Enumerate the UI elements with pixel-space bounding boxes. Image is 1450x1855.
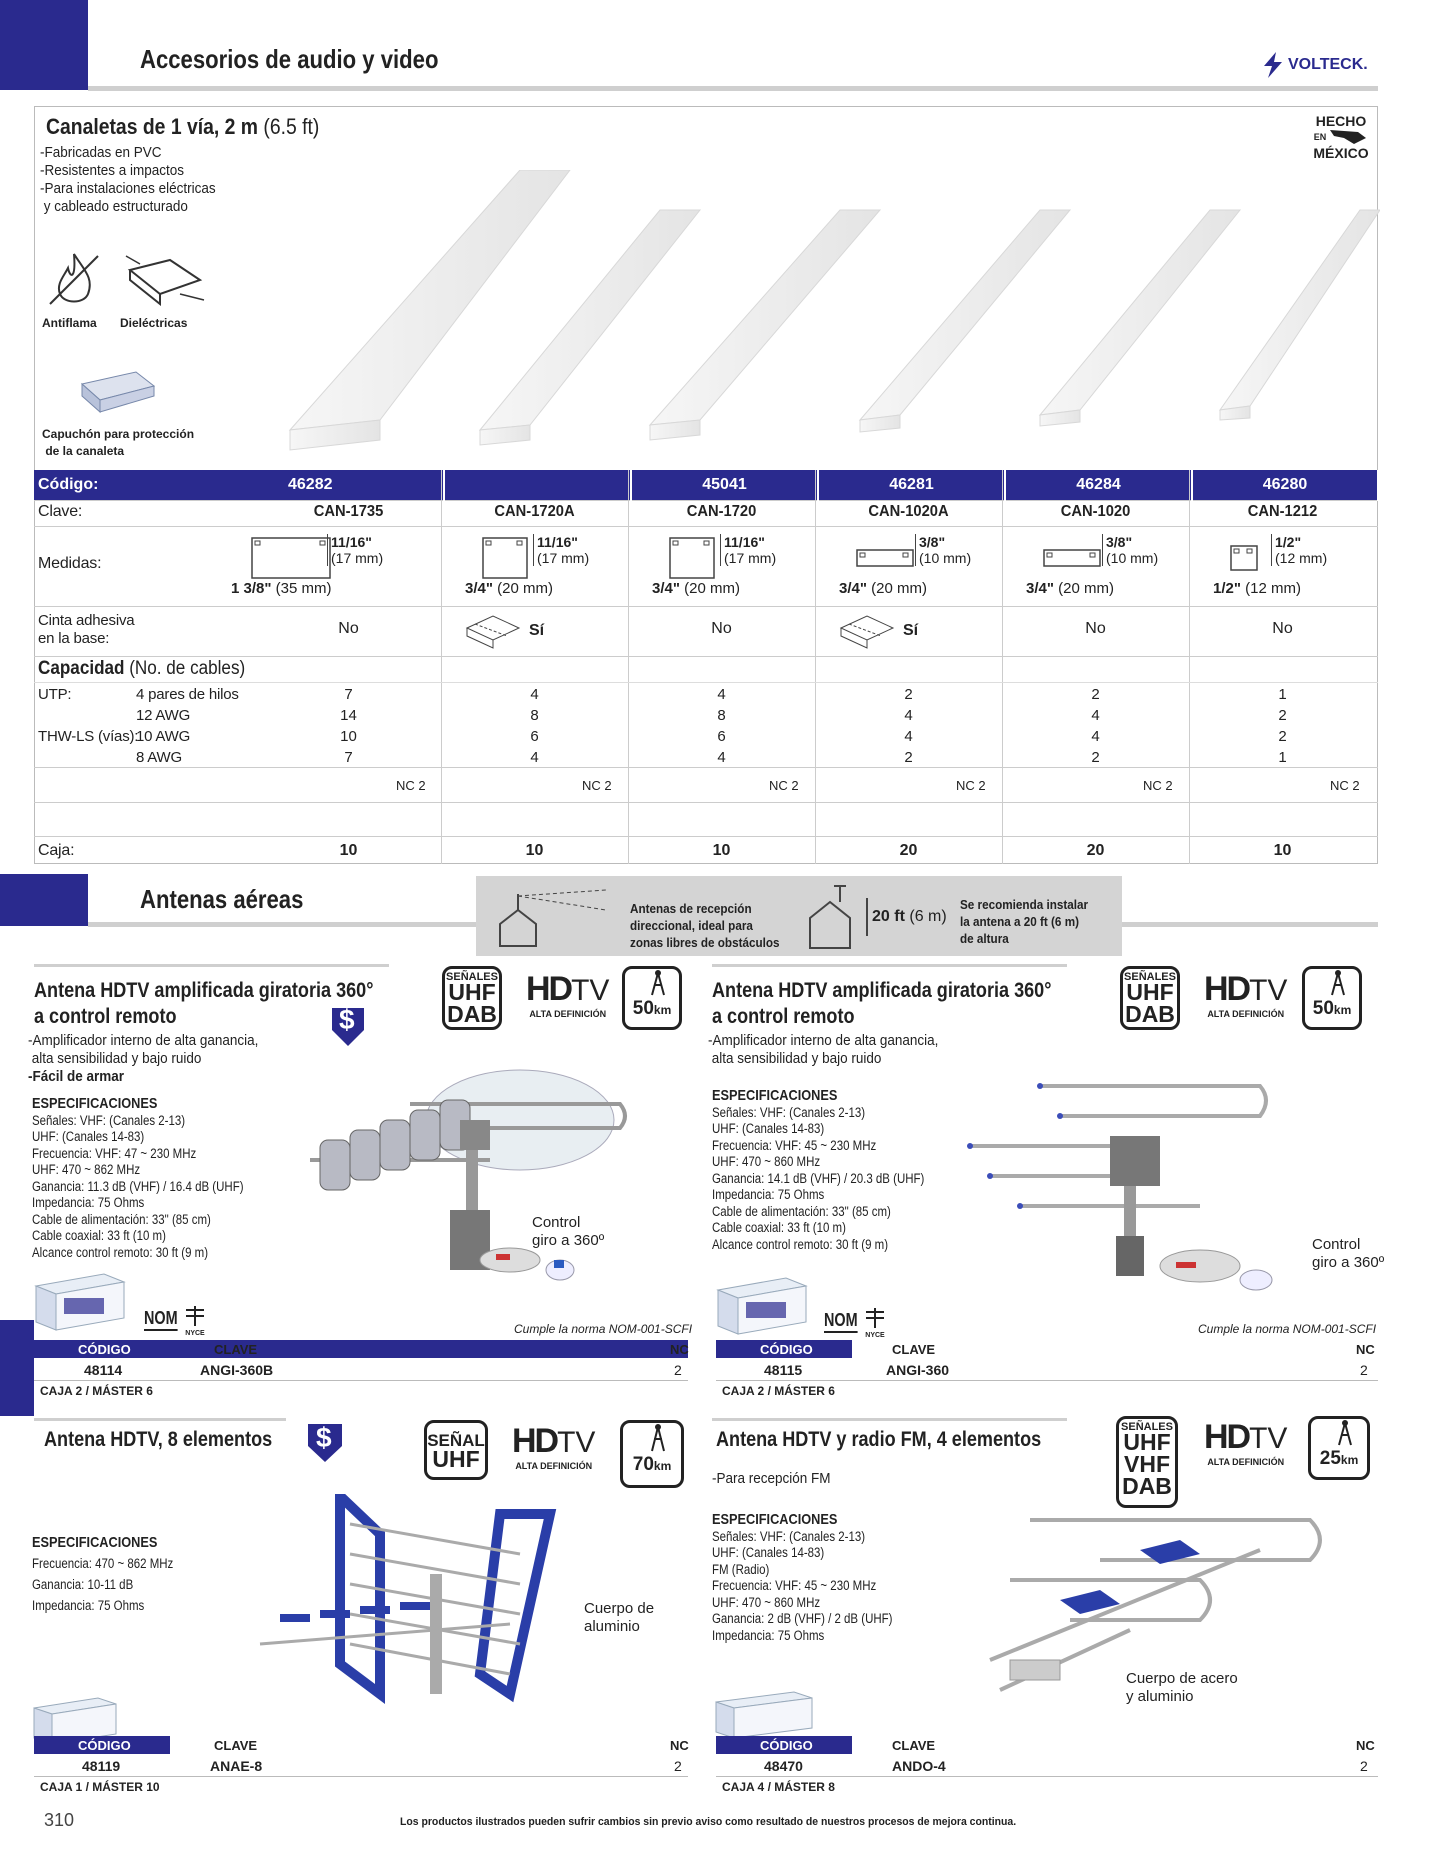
p1-bar-clave: CLAVE xyxy=(214,1342,258,1357)
sub-label: 4 pares de hilos xyxy=(136,686,239,703)
codigo-cell: 45041 xyxy=(631,470,818,500)
p1-row-codigo: 48114 xyxy=(84,1362,123,1378)
p2-hd-badge: HDTV ALTA DEFINICIÓN xyxy=(1204,970,1288,1019)
capacity-cell: 4 xyxy=(717,686,726,703)
capacity-cell: 8 xyxy=(717,707,726,724)
col-sep xyxy=(628,470,629,864)
canaletas-bullets: -Fabricadas en PVC -Resistentes a impactos -Para instalaciones eléctricas y cableado estructurado xyxy=(40,144,216,215)
duct-section-icon xyxy=(1042,548,1102,568)
caja-cell: 10 xyxy=(712,842,731,859)
width-dim: 3/4" (20 mm) xyxy=(839,580,927,597)
caja-cell: 20 xyxy=(1086,842,1105,859)
canaletas-table: Código: 45041 46281 46284 46280 46279 xyxy=(34,470,1378,501)
capacity-cell: 4 xyxy=(1091,707,1100,724)
caja-cell: 10 xyxy=(525,842,544,859)
duct-section-icon xyxy=(668,536,716,580)
p1-specs: ESPECIFICACIONES Señales: VHF: (Canales 2-13) UHF: (Canales 14-83) Frecuencia: VHF: 47 ~ 230 MHz UHF: 470 ~ 862 MHz Ganancia: 11.3 dB (VHF) / 16.4 dB (UHF) Impedancia: 75 Ohms Cable de alimentación: 33" (85 cm) Cable coaxial: 33 ft (10 m) Alcance control remoto: 30 ft (9 m) xyxy=(32,1095,244,1260)
p2-title: Antena HDTV amplificada giratoria 360° a control remoto xyxy=(712,979,1052,1028)
p1-nom-logo: NOM xyxy=(144,1308,178,1331)
p2-row-line xyxy=(716,1380,1378,1381)
capacity-cell: 1 xyxy=(1278,686,1287,703)
row-sep xyxy=(34,767,1378,768)
antenas-tab xyxy=(0,874,88,926)
capacity-cell: 2 xyxy=(1091,749,1100,766)
side-accent xyxy=(0,1320,34,1416)
codigo-cell: 46280 xyxy=(1192,470,1378,500)
p3-row-codigo: 48119 xyxy=(82,1758,121,1774)
cinta-label: Cinta adhesiva en la base: xyxy=(38,612,135,647)
header-tab xyxy=(0,0,88,90)
capacity-cell: 4 xyxy=(904,728,913,745)
p2-row-nc: 2 xyxy=(1360,1362,1368,1378)
tower-icon xyxy=(632,969,672,997)
p4-signal-badge: SEÑALES UHF VHF DAB xyxy=(1116,1416,1178,1508)
nyce-icon xyxy=(862,1308,888,1330)
p3-antenna-image xyxy=(230,1494,570,1704)
p1-row-clave: ANGI-360B xyxy=(200,1362,274,1378)
p2-bar-codigo: CÓDIGO xyxy=(760,1342,813,1357)
col-sep xyxy=(441,470,442,864)
nc-cell: NC 2 xyxy=(1330,778,1360,793)
col-sep xyxy=(1002,470,1003,864)
p2-row-clave: ANGI-360 xyxy=(886,1362,950,1378)
p3-specs: ESPECIFICACIONES Frecuencia: 470 ~ 862 MHz Ganancia: 10-11 dB Impedancia: 75 Ohms xyxy=(32,1534,174,1613)
p2-antenna-image xyxy=(960,1076,1280,1296)
volteck-bolt-icon xyxy=(1262,52,1284,78)
capacity-cell: 7 xyxy=(344,749,353,766)
duct-section-icon xyxy=(250,536,332,580)
antiflama-icon xyxy=(44,250,104,310)
width-dim: 3/4" (20 mm) xyxy=(465,580,553,597)
p3-bar-codigo: CÓDIGO xyxy=(78,1738,131,1753)
p4-title: Antena HDTV y radio FM, 4 elementos xyxy=(716,1428,1042,1451)
width-dim: 1/2" (12 mm) xyxy=(1213,580,1301,597)
sub-label: 12 AWG xyxy=(136,707,191,724)
info1: Antenas de recepción direccional, ideal para zonas libres de obstáculos xyxy=(630,901,780,950)
nc-cell: NC 2 xyxy=(1143,778,1173,793)
house-signal-icon xyxy=(496,884,616,950)
p4-range-badge: 25km xyxy=(1308,1416,1370,1480)
cinta-cell: Sí xyxy=(529,622,545,639)
nyce-icon xyxy=(182,1306,208,1328)
clave-label: Clave: xyxy=(38,503,83,520)
p3-range-badge: 70km xyxy=(620,1420,684,1488)
p1-hd-badge: HDTV ALTA DEFINICIÓN xyxy=(526,970,610,1019)
p1-dollar: $ xyxy=(339,1004,355,1035)
p1-title: Antena HDTV amplificada giratoria 360° a control remoto xyxy=(34,979,374,1028)
footer-note: Los productos ilustrados pueden sufrir cambios sin previo aviso como resultado de nuestros procesos de mejora continua. xyxy=(400,1816,1017,1828)
utp-label: UTP: xyxy=(38,686,72,703)
p1-signal-badge: SEÑALES UHF DAB xyxy=(442,966,502,1030)
p3-row-clave: ANAE-8 xyxy=(210,1758,263,1774)
caja-cell: 10 xyxy=(1273,842,1292,859)
row-sep xyxy=(34,526,1378,527)
hecho-en-mexico-badge: HECHO EN MÉXICO xyxy=(1313,113,1369,161)
height-dim: 3/8" (10 mm) xyxy=(915,534,971,566)
nc-cell: NC 2 xyxy=(956,778,986,793)
cinta-cell: No xyxy=(1085,620,1106,637)
row-sep xyxy=(34,682,1378,683)
capacity-cell: 4 xyxy=(904,707,913,724)
capacity-cell: 1 xyxy=(1278,749,1287,766)
codigo-cell xyxy=(444,470,631,500)
p2-nom-logo: NOM xyxy=(824,1310,858,1333)
nc-cell: NC 2 xyxy=(582,778,612,793)
header-rule xyxy=(88,86,1378,91)
p1-bar-codigo: CÓDIGO xyxy=(78,1342,131,1357)
duct-section-icon xyxy=(1229,544,1259,572)
cinta-cell: No xyxy=(711,620,732,637)
capacity-cell: 7 xyxy=(344,686,353,703)
p3-rule xyxy=(34,1418,286,1421)
p2-bar-nc: NC xyxy=(1356,1342,1375,1357)
codigo-cell: 46281 xyxy=(818,470,1005,500)
mexico-map-icon xyxy=(1328,128,1368,146)
capacity-cell: 10 xyxy=(340,728,357,745)
p4-row-nc: 2 xyxy=(1360,1758,1368,1774)
p4-caja: CAJA 4 / MÁSTER 8 xyxy=(722,1780,835,1794)
tower-icon xyxy=(1319,1419,1359,1447)
height-dim: 11/16" (17 mm) xyxy=(327,534,383,566)
cinta-cell: Sí xyxy=(903,622,919,639)
height-dim: 11/16" (17 mm) xyxy=(533,534,589,566)
house-height-icon xyxy=(806,884,866,950)
height-dim: 11/16" (17 mm) xyxy=(720,534,776,566)
p1-rule xyxy=(34,964,389,967)
duct-section-icon xyxy=(481,536,529,580)
col-sep xyxy=(815,470,816,864)
p2-caja: CAJA 2 / MÁSTER 6 xyxy=(722,1384,835,1398)
p2-rule xyxy=(712,964,1067,967)
capuchon-label: Capuchón para protección de la canaleta xyxy=(42,427,195,458)
canaletas-product-image xyxy=(280,170,1380,470)
adhesive-tape-icon xyxy=(463,610,523,652)
page-number: 310 xyxy=(44,1810,75,1830)
p3-caja: CAJA 1 / MÁSTER 10 xyxy=(40,1780,160,1794)
p2-range-badge: 50km xyxy=(1302,966,1362,1030)
antiflama-label: Antiflama xyxy=(42,316,97,330)
p4-row-codigo: 48470 xyxy=(764,1758,803,1774)
cinta-cell: No xyxy=(1272,620,1293,637)
antenas-title: Antenas aéreas xyxy=(140,884,304,914)
capacity-cell: 4 xyxy=(1091,728,1100,745)
p4-bar-codigo: CÓDIGO xyxy=(760,1738,813,1753)
clave-cell: CAN-1020 xyxy=(1060,503,1131,520)
p1-bar-nc: NC xyxy=(670,1342,689,1357)
medidas-label: Medidas: xyxy=(38,555,102,572)
capuchon-image xyxy=(80,370,156,414)
width-dim: 1 3/8" (35 mm) xyxy=(231,580,332,597)
p4-bar-clave: CLAVE xyxy=(892,1738,936,1753)
row-sep xyxy=(34,836,1378,837)
caja-label: Caja: xyxy=(38,842,75,859)
p3-dollar: $ xyxy=(316,1422,332,1453)
p4-hd-badge: HDTV ALTA DEFINICIÓN xyxy=(1204,1418,1288,1467)
capacity-cell: 4 xyxy=(717,749,726,766)
info-height: 20 ft (6 m) xyxy=(866,898,947,936)
codigo-46282: 46282 xyxy=(288,476,333,493)
clave-cell: CAN-1720 xyxy=(686,503,757,520)
dielectricas-label: Dieléctricas xyxy=(120,316,188,330)
p4-bullets: -Para recepción FM xyxy=(712,1470,831,1487)
p2-bullets: -Amplificador interno de alta ganancia, alta sensibilidad y bajo ruido xyxy=(708,1032,939,1067)
clave-cell: CAN-1020A xyxy=(868,503,949,520)
p4-rule xyxy=(712,1418,1067,1421)
p4-row-clave: ANDO-4 xyxy=(892,1758,946,1774)
p1-callout: Control giro a 360º xyxy=(532,1214,605,1249)
p3-bar-nc: NC xyxy=(670,1738,689,1753)
p2-norma: Cumple la norma NOM-001-SCFI xyxy=(1198,1322,1377,1336)
nc-cell: NC 2 xyxy=(396,778,426,793)
row-sep xyxy=(34,606,1378,607)
canaletas-title: Canaletas de 1 vía, 2 m (6.5 ft) xyxy=(46,114,320,139)
p4-row-line xyxy=(716,1776,1378,1777)
p1-antenna-image xyxy=(290,1060,630,1290)
clave-cell: CAN-1720A xyxy=(494,503,575,520)
p1-bullets: -Amplificador interno de alta ganancia, alta sensibilidad y bajo ruido -Fácil de armar xyxy=(28,1032,259,1085)
clave-cell: CAN-1212 xyxy=(1247,503,1318,520)
p3-bar-clave: CLAVE xyxy=(214,1738,258,1753)
p2-nyce-logo: NYCE xyxy=(862,1308,888,1339)
adhesive-tape-icon xyxy=(837,610,897,652)
capacity-cell: 4 xyxy=(530,749,539,766)
row-sep xyxy=(34,802,1378,803)
p4-callout: Cuerpo de acero y aluminio xyxy=(1126,1670,1238,1705)
capacity-cell: 6 xyxy=(530,728,539,745)
nc-cell: NC 2 xyxy=(769,778,799,793)
sub-label: 10 AWG xyxy=(136,728,191,745)
p3-row-nc: 2 xyxy=(674,1758,682,1774)
capacity-cell: 2 xyxy=(1278,707,1287,724)
caja-cell: 20 xyxy=(899,842,918,859)
capacity-cell: 2 xyxy=(904,749,913,766)
p4-box-image xyxy=(714,1690,814,1740)
thw-label: THW-LS (vías): xyxy=(38,728,139,745)
capacity-cell: 4 xyxy=(530,686,539,703)
codigo-cell: 46284 xyxy=(1005,470,1192,500)
p1-nyce-logo: NYCE xyxy=(182,1306,208,1337)
tower-icon xyxy=(632,1423,672,1453)
info2: Se recomienda instalar la antena a 20 ft (6 m) de altura xyxy=(960,897,1089,946)
capacity-cell: 14 xyxy=(340,707,357,724)
p2-callout: Control giro a 360º xyxy=(1312,1236,1385,1271)
height-dim: 3/8" (10 mm) xyxy=(1102,534,1158,566)
duct-section-icon xyxy=(855,548,915,568)
page-title: Accesorios de audio y video xyxy=(140,44,439,74)
p1-row-nc: 2 xyxy=(674,1362,682,1378)
capacity-cell: 8 xyxy=(530,707,539,724)
brand-logo: VOLTECK. xyxy=(1262,52,1368,78)
tower-icon xyxy=(1312,969,1352,997)
height-dim: 1/2" (12 mm) xyxy=(1271,534,1327,566)
p2-specs: ESPECIFICACIONES Señales: VHF: (Canales 2-13) UHF: (Canales 14-83) Frecuencia: VHF: 45 ~ 230 MHz UHF: 470 ~ 860 MHz Ganancia: 14.1 dB (VHF) / 20.3 dB (UHF) Impedancia: 75 Ohms Cable de alimentación: 33" (85 cm) Cable coaxial: 33 ft (10 m) Alcance control remoto: 30 ft (9 m) xyxy=(712,1087,925,1252)
width-dim: 3/4" (20 mm) xyxy=(652,580,740,597)
codigo-label: Código: xyxy=(34,470,444,500)
p1-range-badge: 50km xyxy=(622,966,682,1030)
capacity-cell: 2 xyxy=(904,686,913,703)
caja-cell: 10 xyxy=(339,842,358,859)
p4-bar-nc: NC xyxy=(1356,1738,1375,1753)
capacity-cell: 6 xyxy=(717,728,726,745)
sub-label: 8 AWG xyxy=(136,749,182,766)
p1-bar xyxy=(34,1340,688,1358)
p1-row-line xyxy=(34,1380,688,1381)
p2-box-image xyxy=(716,1276,808,1336)
p2-bar-clave: CLAVE xyxy=(892,1342,936,1357)
width-dim: 3/4" (20 mm) xyxy=(1026,580,1114,597)
cinta-cell: No xyxy=(338,620,359,637)
p1-box-image xyxy=(34,1272,126,1332)
p3-row-line xyxy=(34,1776,688,1777)
p1-caja: CAJA 2 / MÁSTER 6 xyxy=(40,1384,153,1398)
col-sep xyxy=(1189,470,1190,864)
p4-specs: ESPECIFICACIONES Señales: VHF: (Canales 2-13) UHF: (Canales 14-83) FM (Radio) Frecuencia: VHF: 45 ~ 230 MHz UHF: 470 ~ 860 MHz Ganancia: 2 dB (VHF) / 2 dB (UHF) Impedancia: 75 Ohms xyxy=(712,1511,893,1643)
p2-signal-badge: SEÑALES UHF DAB xyxy=(1120,966,1180,1030)
capacity-cell: 2 xyxy=(1091,686,1100,703)
row-sep xyxy=(34,656,1378,657)
p3-callout: Cuerpo de aluminio xyxy=(584,1600,655,1635)
p3-signal-badge: SEÑAL UHF xyxy=(424,1420,488,1480)
clave-cell: CAN-1735 xyxy=(313,503,384,520)
p3-title: Antena HDTV, 8 elementos xyxy=(44,1428,273,1451)
p3-hd-badge: HDTV ALTA DEFINICIÓN xyxy=(512,1422,596,1471)
p1-norma: Cumple la norma NOM-001-SCFI xyxy=(514,1322,693,1336)
p2-row-codigo: 48115 xyxy=(764,1362,803,1378)
capacidad-label: Capacidad (No. de cables) xyxy=(38,658,246,679)
capacity-cell: 2 xyxy=(1278,728,1287,745)
dielectricas-icon xyxy=(120,250,210,306)
